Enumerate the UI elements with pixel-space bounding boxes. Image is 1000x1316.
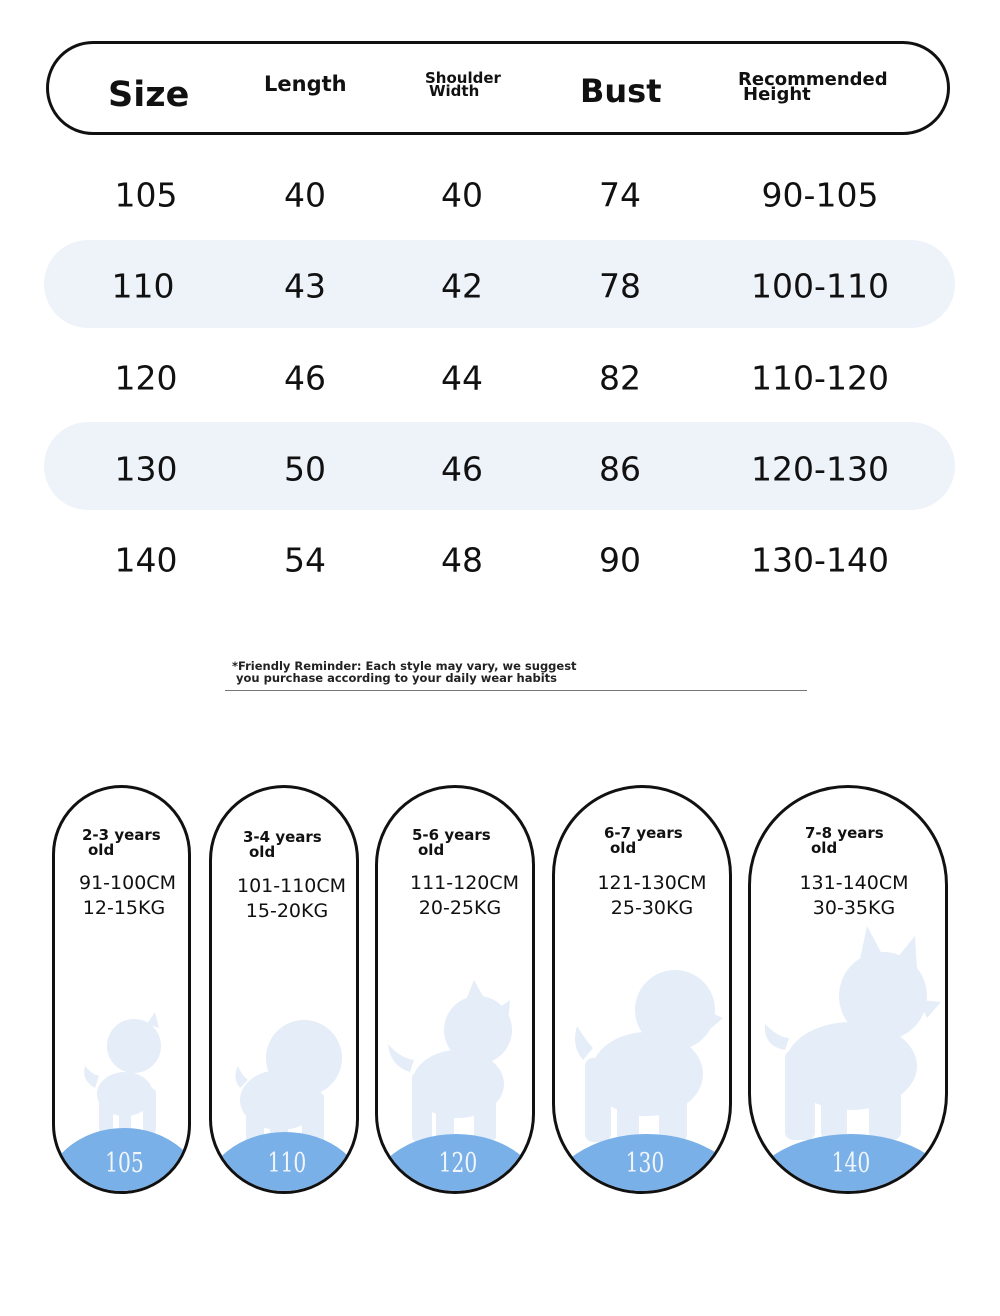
card-age-line2: old <box>418 841 445 859</box>
card-height-range: 101-110CM <box>237 875 347 897</box>
card-age <box>604 826 683 856</box>
cell-length: 54 <box>284 540 326 580</box>
card-age-line1: 6-7 years <box>604 824 683 842</box>
cell-height: 120-130 <box>751 449 889 489</box>
cell-height: 130-140 <box>751 540 889 580</box>
card-height-range: 91-100CM <box>79 872 176 894</box>
card-height-range: 111-120CM <box>410 872 520 894</box>
cell-length: 50 <box>284 449 326 489</box>
cell-shoulder: 42 <box>441 266 483 306</box>
cell-bust: 78 <box>599 266 641 306</box>
card-weight-range: 12-15KG <box>82 897 166 920</box>
cell-size: 120 <box>114 358 178 398</box>
card-age-line1: 2-3 years <box>82 826 161 844</box>
cell-size: 105 <box>114 175 178 215</box>
cell-bust: 86 <box>599 449 641 489</box>
size-card-120 <box>375 785 535 1194</box>
card-weight-range: 15-20KG <box>245 900 329 923</box>
card-height-range: 131-140CM <box>799 872 909 894</box>
header-shoulder-line1: Shoulder <box>425 69 501 87</box>
card-age-line1: 5-6 years <box>412 826 491 844</box>
cell-shoulder: 48 <box>441 540 483 580</box>
card-measurements <box>799 871 909 922</box>
reminder-divider <box>225 690 807 691</box>
cell-length: 46 <box>284 358 326 398</box>
card-age-line2: old <box>610 839 637 857</box>
card-age-line1: 7-8 years <box>805 824 884 842</box>
cell-size: 110 <box>111 266 175 306</box>
card-measurements <box>597 871 707 922</box>
size-card-140 <box>748 785 948 1194</box>
cell-shoulder: 46 <box>441 449 483 489</box>
card-size-label: 105 <box>105 1148 144 1179</box>
cell-length: 43 <box>284 266 326 306</box>
card-age-line2: old <box>88 841 115 859</box>
card-age <box>243 830 322 860</box>
header-rec-line1: Recommended <box>738 69 888 90</box>
card-age-line2: old <box>249 843 276 861</box>
card-measurements <box>237 874 347 925</box>
card-measurements <box>410 871 520 922</box>
cell-size: 130 <box>114 449 178 489</box>
cell-height: 110-120 <box>751 358 889 398</box>
card-age <box>412 828 491 858</box>
reminder-line2: you purchase according to your daily wear habits <box>236 670 558 685</box>
size-table-header <box>46 41 950 135</box>
size-card-105 <box>52 785 191 1194</box>
card-age <box>82 828 161 858</box>
size-card-130 <box>552 785 732 1194</box>
card-size-label: 110 <box>267 1148 307 1179</box>
reminder-line1: *Friendly Reminder: Each style may vary, we suggest <box>232 659 577 673</box>
cell-height: 90-105 <box>761 175 879 215</box>
cell-shoulder: 40 <box>441 175 483 215</box>
header-bust: Bust <box>580 72 662 110</box>
size-card-110 <box>209 785 359 1194</box>
cell-size: 140 <box>114 540 178 580</box>
cell-bust: 74 <box>599 175 641 215</box>
header-recommended-height <box>738 69 888 106</box>
card-measurements <box>79 871 176 922</box>
cell-shoulder: 44 <box>441 358 483 398</box>
card-weight-range: 25-30KG <box>610 897 694 920</box>
card-size-label: 130 <box>625 1148 665 1179</box>
card-weight-range: 30-35KG <box>812 897 896 920</box>
cell-length: 40 <box>284 175 326 215</box>
card-height-range: 121-130CM <box>597 872 707 894</box>
cell-bust: 90 <box>599 540 641 580</box>
header-rec-line2: Height <box>743 84 811 106</box>
card-weight-range: 20-25KG <box>418 897 502 920</box>
cell-bust: 82 <box>599 358 641 398</box>
header-shoulder-width <box>425 69 501 100</box>
card-age-line2: old <box>811 839 838 857</box>
header-length: Length <box>264 72 347 96</box>
card-age <box>805 826 884 856</box>
friendly-reminder <box>232 661 577 684</box>
header-shoulder-line2: Width <box>429 81 480 100</box>
card-age-line1: 3-4 years <box>243 828 322 846</box>
card-size-label: 140 <box>831 1148 871 1179</box>
header-size: Size <box>108 75 190 115</box>
cell-height: 100-110 <box>751 266 889 306</box>
card-size-label: 120 <box>438 1148 478 1179</box>
